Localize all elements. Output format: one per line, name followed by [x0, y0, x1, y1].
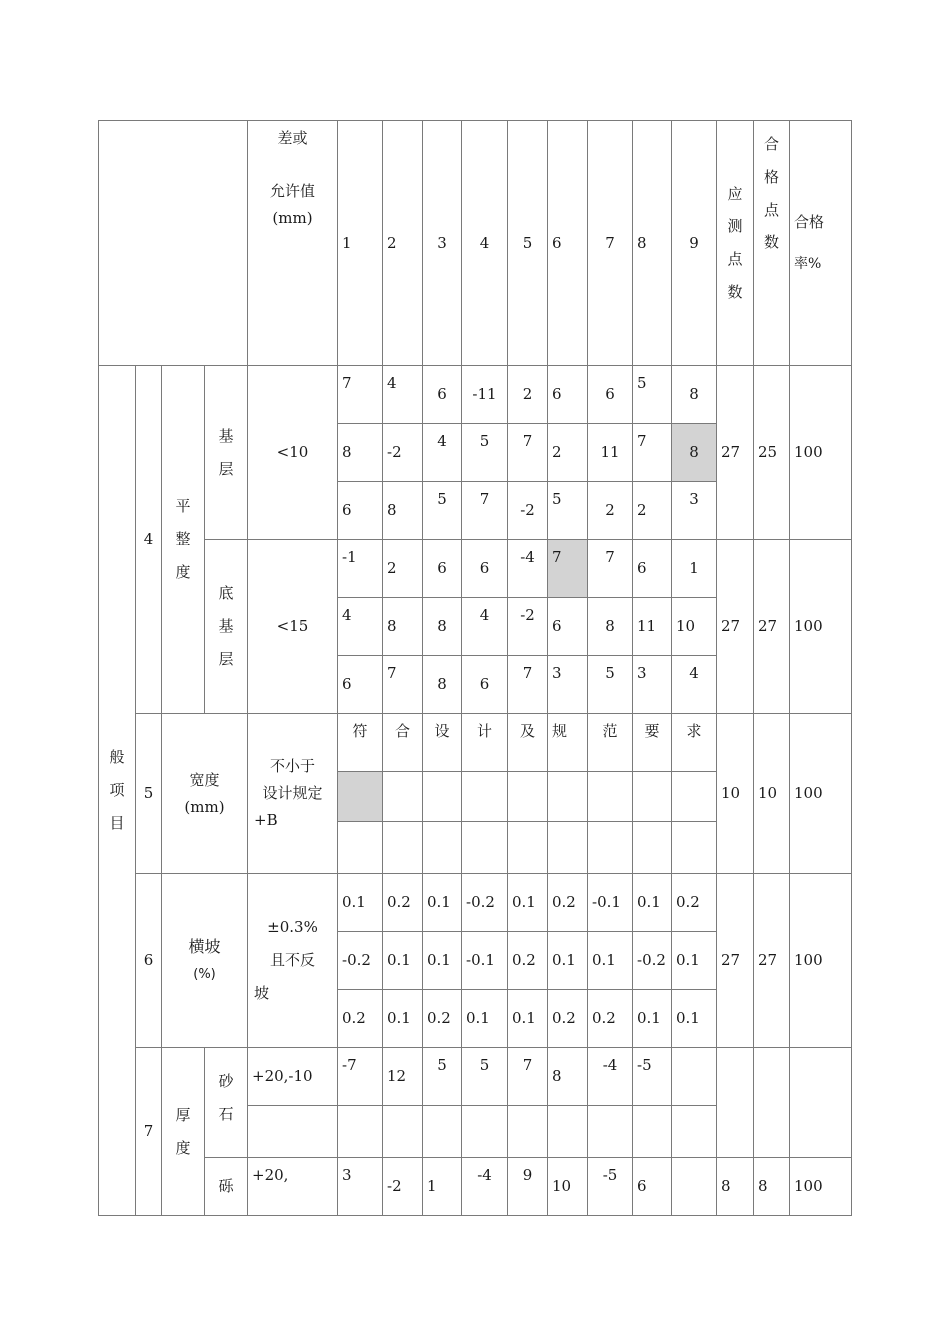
measure-cell: -1 [338, 540, 383, 598]
empty-cell [508, 1106, 548, 1158]
measure-cell: 8 [383, 598, 423, 656]
measure-cell: 0.1 [672, 932, 717, 990]
empty-cell [633, 772, 672, 822]
empty-cell [548, 822, 588, 874]
measure-cell: 6 [588, 366, 633, 424]
empty-cell [248, 1106, 338, 1158]
measure-cell: 6 [633, 540, 672, 598]
measure-cell: 3 [548, 656, 588, 714]
header-char: 应 [727, 184, 743, 203]
note-cell: 范 [588, 714, 633, 772]
qualified-value: 27 [754, 540, 790, 714]
measure-cell: 0.1 [423, 932, 462, 990]
measure-cell: 6 [462, 656, 508, 714]
measure-cell: 1 [423, 1158, 462, 1216]
header-point-number: 2 [383, 121, 423, 366]
empty-cell [462, 772, 508, 822]
measure-cell: 3 [633, 656, 672, 714]
pass-rate-value: 100 [790, 714, 852, 874]
measure-cell: 8 [338, 424, 383, 482]
pass-rate-value: 100 [790, 366, 852, 540]
item-number: 6 [136, 874, 162, 1048]
measure-cell: -0.2 [633, 932, 672, 990]
header-char: 数 [763, 233, 779, 252]
measure-cell: 0.2 [672, 874, 717, 932]
measure-cell: 7 [508, 424, 548, 482]
measure-cell: 3 [672, 482, 717, 540]
measure-cell: 3 [338, 1158, 383, 1216]
category-char: 目 [109, 813, 125, 832]
empty-cell [508, 822, 548, 874]
item-name-line: 宽度 [189, 770, 220, 789]
measure-cell: 4 [672, 656, 717, 714]
header-qualified-points [754, 121, 790, 366]
measure-cell: 5 [423, 1048, 462, 1106]
measure-cell: 4 [423, 424, 462, 482]
measure-cell: 11 [588, 424, 633, 482]
measure-cell: 6 [548, 598, 588, 656]
empty-cell [588, 1106, 633, 1158]
measure-cell: 0.1 [383, 990, 423, 1048]
should-measure-value: 8 [717, 1158, 754, 1216]
measure-cell: 7 [508, 1048, 548, 1106]
measure-cell: 2 [383, 540, 423, 598]
empty-cell [338, 1106, 383, 1158]
item-name-line: 横坡 [188, 937, 221, 957]
measure-cell [672, 1048, 717, 1106]
measure-cell: -4 [462, 1158, 508, 1216]
note-cell: 计 [462, 714, 508, 772]
measure-cell: 0.1 [383, 932, 423, 990]
measure-cell: 0.1 [588, 932, 633, 990]
measure-cell: 6 [423, 366, 462, 424]
header-tolerance-cell [248, 121, 338, 366]
measure-cell: 0.2 [338, 990, 383, 1048]
tolerance-line: 且不反 [269, 951, 315, 970]
item-number: 5 [136, 714, 162, 874]
should-measure-value: 27 [717, 366, 754, 540]
header-char: 测 [727, 217, 743, 236]
sub-item-char: 底 [218, 584, 234, 603]
measure-cell: 8 [383, 482, 423, 540]
measure-cell: 11 [633, 598, 672, 656]
measure-cell: 10 [672, 598, 717, 656]
tolerance-label-line: (mm) [272, 208, 313, 227]
measure-cell: 0.1 [633, 990, 672, 1048]
measure-cell: 6 [633, 1158, 672, 1216]
measure-cell: -0.1 [462, 932, 508, 990]
measure-cell: 7 [633, 424, 672, 482]
empty-cell [423, 822, 462, 874]
measure-cell: -4 [588, 1048, 633, 1106]
item-number: 7 [136, 1048, 162, 1216]
measure-cell: 12 [383, 1048, 423, 1106]
item-name-line: (%) [193, 967, 216, 983]
header-point-number: 3 [423, 121, 462, 366]
tolerance-line: 不小于 [269, 757, 315, 776]
table-row [99, 874, 852, 932]
measure-cell: 4 [383, 366, 423, 424]
measure-cell: 0.2 [548, 990, 588, 1048]
note-cell: 求 [672, 714, 717, 772]
empty-cell [548, 1106, 588, 1158]
empty-cell [588, 822, 633, 874]
note-cell: 合 [383, 714, 423, 772]
empty-cell [383, 1106, 423, 1158]
measure-cell: 5 [423, 482, 462, 540]
item-char: 度 [175, 562, 191, 581]
measure-cell: 7 [462, 482, 508, 540]
sub-item-name: 砾 [205, 1158, 248, 1216]
empty-cell [672, 822, 717, 874]
empty-cell [672, 772, 717, 822]
header-should-measure [717, 121, 754, 366]
measure-cell: 4 [338, 598, 383, 656]
empty-cell [423, 772, 462, 822]
header-point-number: 5 [508, 121, 548, 366]
table-row [99, 1048, 852, 1106]
header-char: 率% [794, 255, 822, 272]
item-name [162, 874, 248, 1048]
measure-cell: -0.2 [462, 874, 508, 932]
measure-cell: 10 [548, 1158, 588, 1216]
qualified-value: 10 [754, 714, 790, 874]
tolerance-value: <15 [248, 540, 338, 714]
measure-cell: 5 [588, 656, 633, 714]
measure-cell: -2 [508, 598, 548, 656]
tolerance-label-line: 差或 [277, 129, 308, 147]
tolerance-line: ±0.3% [267, 918, 318, 937]
tolerance-line: +B [254, 810, 278, 829]
item-name-line: (mm) [184, 797, 225, 816]
measure-cell: 4 [462, 598, 508, 656]
measure-cell [672, 1158, 717, 1216]
table-row [99, 714, 852, 772]
measure-cell: 7 [508, 656, 548, 714]
measure-cell: -7 [338, 1048, 383, 1106]
measure-cell: 6 [548, 366, 588, 424]
category-cell [99, 366, 136, 1216]
measure-cell: 5 [462, 1048, 508, 1106]
empty-cell [672, 1106, 717, 1158]
header-row [99, 121, 852, 366]
qualified-value: 27 [754, 874, 790, 1048]
empty-cell [338, 822, 383, 874]
sub-item-char: 石 [218, 1104, 234, 1123]
measure-cell: 0.2 [548, 874, 588, 932]
measure-cell: -2 [508, 482, 548, 540]
sub-item-name [205, 540, 248, 714]
sub-item-char: 砂 [218, 1071, 234, 1090]
sub-item-char: 基 [218, 426, 234, 445]
empty-cell [754, 1048, 790, 1158]
measure-cell: 6 [338, 656, 383, 714]
measure-cell: 6 [462, 540, 508, 598]
should-measure-value: 27 [717, 874, 754, 1048]
empty-cell [383, 822, 423, 874]
empty-cell [790, 1048, 852, 1158]
measure-cell: -5 [633, 1048, 672, 1106]
measure-cell: 0.1 [508, 990, 548, 1048]
measure-cell: 0.1 [672, 990, 717, 1048]
tolerance-line: 设计规定 [262, 784, 323, 803]
measure-cell: 7 [338, 366, 383, 424]
measure-cell-highlighted: 8 [672, 424, 717, 482]
tolerance-value: <10 [248, 366, 338, 540]
should-measure-value: 10 [717, 714, 754, 874]
header-blank-cell [99, 121, 248, 366]
header-point-number: 6 [548, 121, 588, 366]
measure-cell: -0.1 [588, 874, 633, 932]
header-char: 格 [763, 167, 779, 186]
measure-cell: 0.2 [588, 990, 633, 1048]
sub-item-char: 层 [218, 649, 234, 668]
empty-cell [633, 822, 672, 874]
item-char: 整 [175, 530, 191, 549]
note-cell: 规 [548, 714, 588, 772]
measure-cell: 0.1 [423, 874, 462, 932]
measure-cell: 0.2 [423, 990, 462, 1048]
item-char: 度 [175, 1138, 191, 1157]
measure-cell: 2 [548, 424, 588, 482]
note-cell: 要 [633, 714, 672, 772]
measure-cell: -2 [383, 424, 423, 482]
empty-cell [548, 772, 588, 822]
qualified-value: 8 [754, 1158, 790, 1216]
measure-cell: 2 [588, 482, 633, 540]
sub-item-name [205, 366, 248, 540]
note-cell: 设 [423, 714, 462, 772]
measure-cell: 5 [633, 366, 672, 424]
pass-rate-value: 100 [790, 540, 852, 714]
measure-cell: 8 [588, 598, 633, 656]
empty-cell [383, 772, 423, 822]
item-char: 厚 [175, 1105, 191, 1124]
item-char: 平 [175, 497, 191, 516]
measure-cell: 7 [588, 540, 633, 598]
tolerance-text [248, 874, 338, 1048]
measure-cell: 2 [633, 482, 672, 540]
pass-rate-value: 100 [790, 1158, 852, 1216]
item-number: 4 [136, 366, 162, 714]
measure-cell: -5 [588, 1158, 633, 1216]
note-cell: 及 [508, 714, 548, 772]
measure-cell: 0.1 [338, 874, 383, 932]
item-name [162, 714, 248, 874]
header-char: 合 [763, 135, 779, 153]
empty-cell [633, 1106, 672, 1158]
measure-cell: 0.1 [548, 932, 588, 990]
measure-cell: 0.1 [508, 874, 548, 932]
empty-cell [462, 1106, 508, 1158]
inspection-table [98, 120, 852, 1216]
tolerance-text [248, 714, 338, 874]
header-point-number: 1 [338, 121, 383, 366]
table-row [99, 366, 852, 424]
measure-cell: -4 [508, 540, 548, 598]
sub-item-char: 基 [218, 617, 234, 636]
measure-cell: 0.1 [633, 874, 672, 932]
tolerance-line: 坡 [254, 983, 270, 1002]
category-char: 项 [109, 781, 125, 800]
measure-cell: 6 [423, 540, 462, 598]
measure-cell-highlighted: 7 [548, 540, 588, 598]
measure-cell: 8 [548, 1048, 588, 1106]
qualified-value: 25 [754, 366, 790, 540]
empty-cell [588, 772, 633, 822]
table-row [99, 1158, 852, 1216]
header-char: 数 [727, 282, 743, 301]
empty-cell [423, 1106, 462, 1158]
empty-cell [462, 822, 508, 874]
measure-cell: -0.2 [338, 932, 383, 990]
item-name [162, 366, 205, 714]
empty-cell [717, 1048, 754, 1158]
item-name [162, 1048, 205, 1216]
measure-cell: 8 [672, 366, 717, 424]
header-char: 点 [727, 250, 743, 268]
sub-item-name [205, 1048, 248, 1158]
tolerance-value: +20, [248, 1158, 338, 1216]
measure-cell: -11 [462, 366, 508, 424]
header-char: 合格 [794, 212, 825, 231]
measure-cell: 1 [672, 540, 717, 598]
pass-rate-value: 100 [790, 874, 852, 1048]
sub-item-char: 层 [218, 459, 234, 478]
tolerance-value: +20,-10 [248, 1048, 338, 1106]
category-char: 般 [109, 748, 125, 767]
empty-cell [508, 772, 548, 822]
should-measure-value: 27 [717, 540, 754, 714]
measure-cell: 6 [338, 482, 383, 540]
note-cell: 符 [338, 714, 383, 772]
header-point-number: 8 [633, 121, 672, 366]
measure-cell: 8 [423, 598, 462, 656]
measure-cell: 0.1 [462, 990, 508, 1048]
measure-cell: 9 [508, 1158, 548, 1216]
header-point-number: 7 [588, 121, 633, 366]
measure-cell: 8 [423, 656, 462, 714]
measure-cell: 0.2 [383, 874, 423, 932]
header-pass-rate [790, 121, 852, 366]
header-char: 点 [763, 200, 779, 219]
empty-cell-highlighted [338, 772, 383, 822]
measure-cell: 5 [548, 482, 588, 540]
measure-cell: 5 [462, 424, 508, 482]
measure-cell: 2 [508, 366, 548, 424]
measure-cell: 7 [383, 656, 423, 714]
tolerance-label-line: 允许值 [269, 181, 315, 200]
measure-cell: -2 [383, 1158, 423, 1216]
header-point-number: 9 [672, 121, 717, 366]
table-row [99, 540, 852, 598]
header-point-number: 4 [462, 121, 508, 366]
measure-cell: 0.2 [508, 932, 548, 990]
